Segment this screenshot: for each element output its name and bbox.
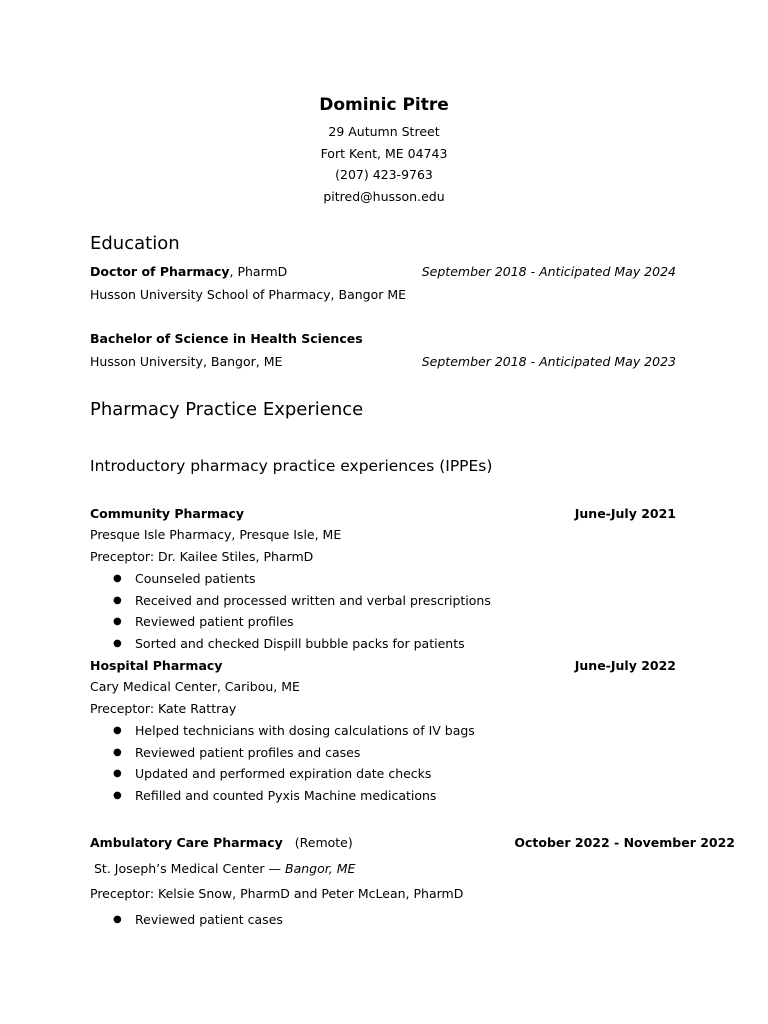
- bullet-marker: ●: [113, 725, 122, 736]
- community-preceptor: Preceptor: Dr. Kailee Stiles, PharmD: [90, 549, 314, 564]
- hospital-bullet-2: Reviewed patient profiles and cases: [135, 745, 361, 760]
- address-line-1: 29 Autumn Street: [328, 124, 440, 139]
- practice-heading: Pharmacy Practice Experience: [90, 399, 364, 420]
- community-bullet-3: Reviewed patient profiles: [135, 614, 294, 629]
- candidate-name: Dominic Pitre: [319, 95, 449, 115]
- education-heading: Education: [90, 233, 180, 254]
- ambulatory-bullet-1: Reviewed patient cases: [135, 912, 283, 927]
- degree-2-dates: September 2018 - Anticipated May 2023: [421, 354, 676, 369]
- community-site: Presque Isle Pharmacy, Presque Isle, ME: [90, 527, 342, 542]
- ambulatory-remote: (Remote): [294, 835, 353, 850]
- bullet-marker: ●: [113, 790, 122, 801]
- community-dates: June-July 2021: [574, 506, 676, 521]
- degree-1-title: Doctor of Pharmacy: [90, 264, 230, 279]
- phone-number: (207) 423-9763: [335, 167, 433, 182]
- ambulatory-dates: October 2022 - November 2022: [514, 835, 735, 850]
- bullet-marker: ●: [113, 573, 122, 584]
- bullet-marker: ●: [113, 914, 122, 925]
- hospital-dates: June-July 2022: [574, 658, 676, 673]
- community-bullet-2: Received and processed written and verbal prescriptions: [135, 593, 491, 608]
- degree-1-dates: September 2018 - Anticipated May 2024: [421, 264, 676, 279]
- bullet-marker: ●: [113, 595, 122, 606]
- bullet-marker: ●: [113, 638, 122, 649]
- degree-2-title: Bachelor of Science in Health Sciences: [90, 331, 363, 346]
- degree-1-title-line: [90, 264, 287, 279]
- ambulatory-site-name: St. Joseph’s Medical Center —: [94, 861, 286, 876]
- ambulatory-site-city: Bangor, ME: [285, 861, 356, 876]
- ambulatory-title-line: [90, 835, 353, 850]
- community-bullet-4: Sorted and checked Dispill bubble packs for patients: [135, 636, 465, 651]
- community-title: Community Pharmacy: [90, 506, 245, 521]
- bullet-marker: ●: [113, 616, 122, 627]
- hospital-bullet-1: Helped technicians with dosing calculations of IV bags: [135, 723, 475, 738]
- ambulatory-preceptor: Preceptor: Kelsie Snow, PharmD and Peter McLean, PharmD: [90, 886, 464, 901]
- ambulatory-site-line: [94, 861, 355, 876]
- ippe-subheading: Introductory pharmacy practice experiences (IPPEs): [90, 457, 493, 475]
- community-bullet-1: Counseled patients: [135, 571, 256, 586]
- hospital-preceptor: Preceptor: Kate Rattray: [90, 701, 237, 716]
- hospital-title: Hospital Pharmacy: [90, 658, 223, 673]
- address-line-2: Fort Kent, ME 04743: [320, 146, 448, 161]
- degree-1-school: Husson University School of Pharmacy, Bangor ME: [90, 287, 407, 302]
- degree-2-school: Husson University, Bangor, ME: [90, 354, 283, 369]
- bullet-marker: ●: [113, 747, 122, 758]
- bullet-marker: ●: [113, 768, 122, 779]
- hospital-bullet-4: Refilled and counted Pyxis Machine medications: [135, 788, 437, 803]
- hospital-bullet-3: Updated and performed expiration date checks: [135, 766, 432, 781]
- ambulatory-title: Ambulatory Care Pharmacy: [90, 835, 283, 850]
- hospital-site: Cary Medical Center, Caribou, ME: [90, 679, 300, 694]
- degree-1-suffix: , PharmD: [229, 264, 288, 279]
- email-address: pitred@husson.edu: [323, 189, 445, 204]
